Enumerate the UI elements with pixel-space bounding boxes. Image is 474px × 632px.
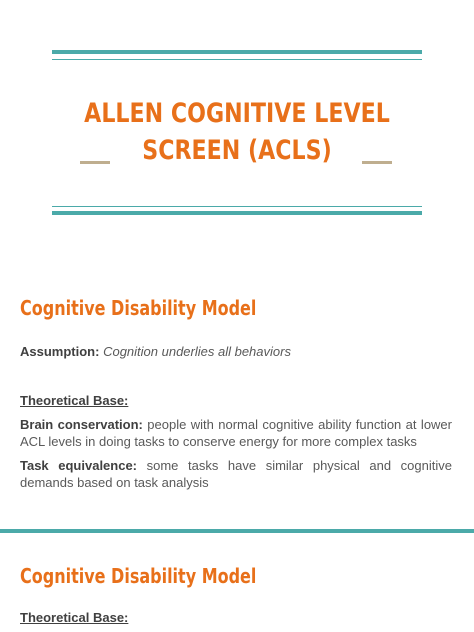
brain-conservation-text: people with normal cognitive ability function at lower ACL levels in doing tasks to conserve energy for more complex tasks [20,417,452,449]
task-equivalence-text: some tasks have similar physical and cognitive demands based on task analysis [20,458,452,490]
assumption-text: Cognition underlies all behaviors [103,344,291,359]
brain-conservation-paragraph [20,416,452,450]
slide-title-line2: SCREEN (ACLS) [142,135,332,166]
slide-title [43,95,432,169]
assumption-label: Assumption: [20,344,100,359]
task-equivalence-paragraph [20,457,452,491]
bottom-rule-thick [52,211,422,215]
title-accent-left [80,161,110,164]
assumption-paragraph [20,343,452,360]
brain-conservation-label: Brain conservation: [20,417,143,432]
slide3-heading: Cognitive Disability Model [20,564,257,588]
slide-divider [0,529,474,533]
task-equivalence-label: Task equivalence: [20,458,138,473]
bottom-rule-thin [52,206,422,207]
slide2-heading: Cognitive Disability Model [20,296,257,320]
top-rule-thick [52,50,422,54]
slide3-theoretical-base-label: Theoretical Base: [20,610,129,625]
top-rule-thin [52,59,422,60]
theoretical-base-label: Theoretical Base: [20,393,129,408]
slide-title-line1: ALLEN COGNITIVE LEVEL [84,98,390,129]
title-accent-right [362,161,392,164]
